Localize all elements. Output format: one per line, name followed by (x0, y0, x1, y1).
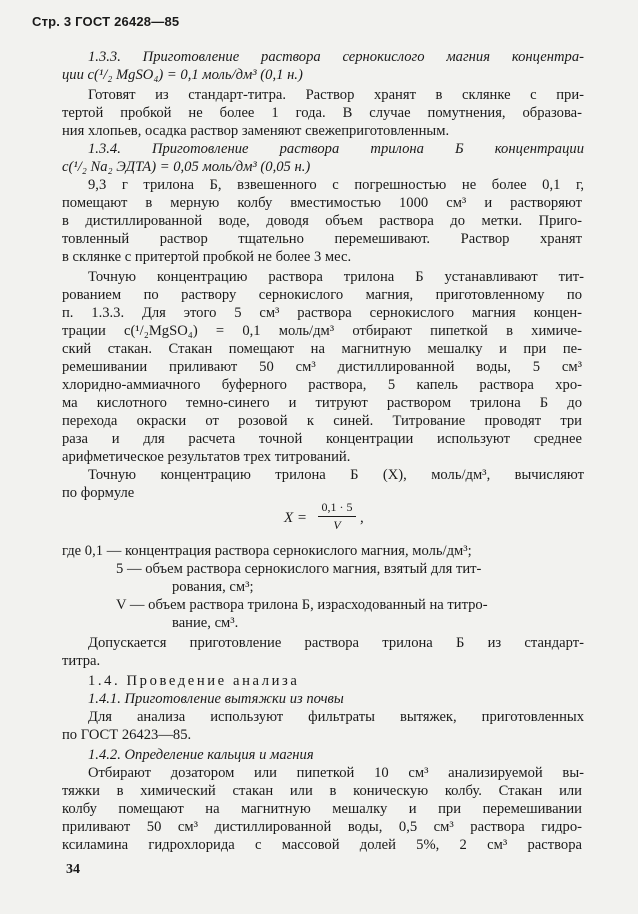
text-line: перехода окраски от розовой к синей. Титрование проводят три (62, 413, 582, 429)
text-line: колбу помещают на магнитную мешалку и при перемешивании (62, 801, 582, 817)
text-line: Отбирают дозатором или пипеткой 10 см³ анализируемой вы- (88, 765, 584, 781)
text-line: трации c(¹/₂MgSO₄) = 0,1 моль/дм³ отбирают пипеткой в химиче- (62, 323, 582, 339)
text-line: ма кислотного темно-синего и титруют раствором трилона Б до (62, 395, 582, 411)
text-line: 1.3.3. Приготовление раствора сернокислого магния концентра- (88, 49, 584, 65)
text-line: ния хлопьев, осадка раствор заменяют свежеприготовленным. (62, 123, 450, 139)
text-line: Допускается приготовление раствора трилона Б из стандарт- (88, 635, 584, 651)
subsection-heading: 1.4.2. Определение кальция и магния (88, 747, 314, 763)
formula-fraction (318, 500, 356, 533)
definition-line: где 0,1 — концентрация раствора сернокислого магния, моль/дм³; (62, 543, 472, 559)
formula-lhs: X = (284, 510, 308, 526)
text-line: Точную концентрацию трилона Б (X), моль/дм³, вычисляют (88, 467, 584, 483)
definition-line: V — объем раствора трилона Б, израсходованный на титро- (116, 597, 488, 613)
text-line: Готовят из стандарт-титра. Раствор хранят в склянке с при- (88, 87, 584, 103)
text-line: помещают в мерную колбу вместимостью 1000 см³ и растворяют (62, 195, 582, 211)
definition-line: вание, см³. (172, 615, 239, 631)
section-heading: 1.4. Проведение анализа (88, 673, 300, 689)
definition-line: 5 — объем раствора сернокислого магния, взятый для тит- (116, 561, 482, 577)
page-number: 34 (66, 862, 80, 877)
text-line: ский стакан. Стакан помещают на магнитную мешалку и при пе- (62, 341, 582, 357)
formula-comma: , (360, 510, 364, 526)
formula-denominator: V (333, 518, 341, 532)
text-line: по формуле (62, 485, 135, 501)
text-line: титра. (62, 653, 101, 669)
subsection-heading: 1.4.1. Приготовление вытяжки из почвы (88, 691, 344, 707)
text-line: тяжки в химический стакан или в коническую колбу. Стакан или (62, 783, 582, 799)
formula (284, 500, 394, 536)
text-line: раза и для расчета точной концентрации используют среднее (62, 431, 582, 447)
page-header: Стр. 3 ГОСТ 26428—85 (32, 14, 180, 29)
text-line: Точную концентрацию раствора трилона Б устанавливают тит- (88, 269, 584, 285)
text-line: тертой пробкой не более 1 года. В случае помутнения, образова- (62, 105, 582, 121)
text-line: c(¹/₂ Na₂ ЭДТА) = 0,05 моль/дм³ (0,05 н.) (62, 159, 311, 175)
text-line: Для анализа используют фильтраты вытяжек, приготовленных (88, 709, 584, 725)
text-line: 1.3.4. Приготовление раствора трилона Б концентрации (88, 141, 584, 157)
text-line: ции c(¹/₂ MgSO₄) = 0,1 моль/дм³ (0,1 н.) (62, 67, 303, 83)
text-line: ксиламина гидрохлорида с массовой долей 5%, 2 см³ раствора (62, 837, 582, 853)
text-line: ремешивании приливают 50 см³ дистиллированной воды, 5 см³ (62, 359, 582, 375)
text-line: рованием по раствору сернокислого магния, приготовленному по (62, 287, 582, 303)
text-line: арифметическое результатов трех титрований. (62, 449, 351, 465)
text-line: приливают 50 см³ дистиллированной воды, 0,5 см³ раствора гидро- (62, 819, 582, 835)
text-line: хлоридно-аммиачного буферного раствора, 5 капель раствора хро- (62, 377, 582, 393)
text-line: 9,3 г трилона Б, взвешенного с погрешностью не более 0,1 г, (88, 177, 584, 193)
text-line: по ГОСТ 26423—85. (62, 727, 192, 743)
definition-line: рования, см³; (172, 579, 254, 595)
formula-numerator: 0,1 · 5 (318, 500, 356, 517)
text-line: товленный раствор тщательно перемешивают. Раствор хранят (62, 231, 582, 247)
text-line: в склянке с притертой пробкой не более 3 мес. (62, 249, 352, 265)
text-line: п. 1.3.3. Для этого 5 см³ раствора сернокислого магния концен- (62, 305, 582, 321)
text-line: в дистиллированной воде, доводя объем раствора до метки. Приго- (62, 213, 582, 229)
